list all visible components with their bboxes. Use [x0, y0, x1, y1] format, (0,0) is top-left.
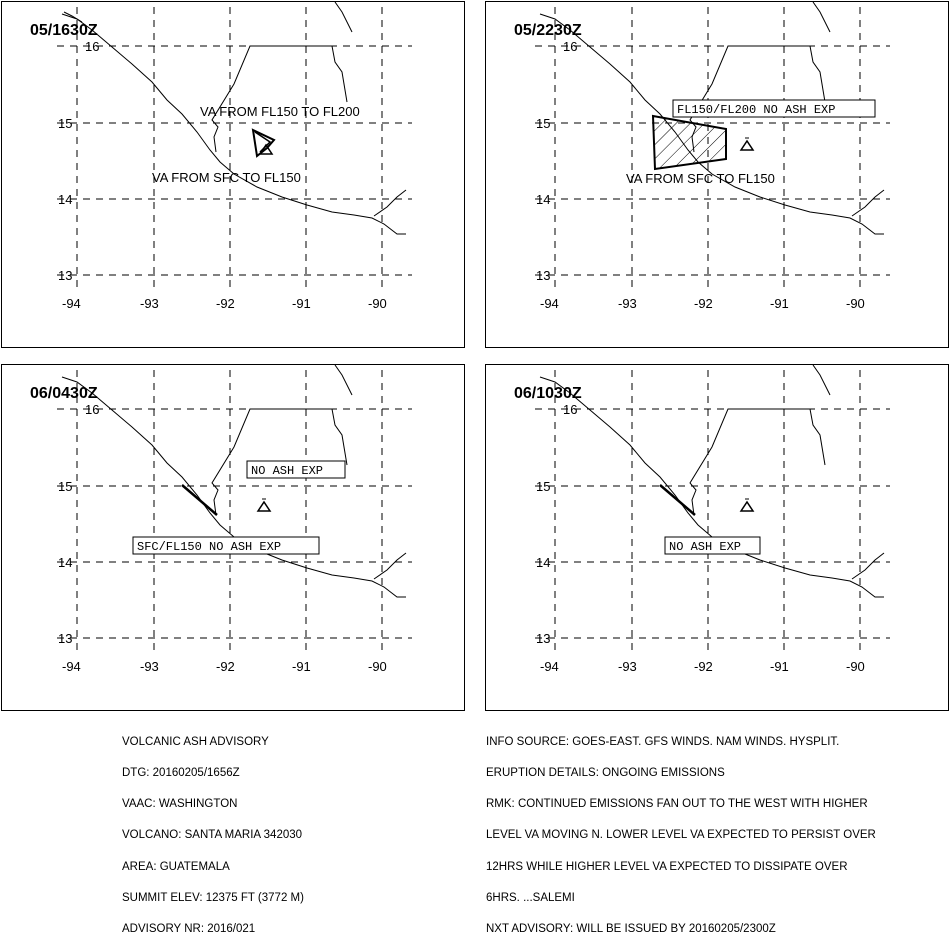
map-canvas-4 — [486, 365, 950, 712]
lat-label-13: 13 — [58, 631, 73, 646]
ash-annotation: FL150/FL200 NO ASH EXP — [677, 103, 836, 117]
lat-label-13: 13 — [58, 268, 73, 283]
lon-label-92: -92 — [694, 659, 713, 674]
advisory-line: LEVEL VA MOVING N. LOWER LEVEL VA EXPECTED TO PERSIST OVER — [486, 829, 876, 842]
volcano-icon — [741, 499, 753, 511]
ash-annotation: VA FROM SFC TO FL150 — [152, 170, 301, 185]
lon-label-94: -94 — [540, 296, 559, 311]
lat-label-14: 14 — [536, 555, 551, 570]
lat-label-16: 16 — [85, 39, 100, 54]
advisory-line: 12HRS WHILE HIGHER LEVEL VA EXPECTED TO DISSIPATE OVER — [486, 860, 848, 873]
lon-label-92: -92 — [216, 296, 235, 311]
advisory-line: ERUPTION DETAILS: ONGOING EMISSIONS — [486, 767, 725, 780]
advisory-line: DTG: 20160205/1656Z — [122, 767, 240, 780]
ash-annotation: VA FROM SFC TO FL150 — [626, 171, 775, 186]
advisory-line: NXT ADVISORY: WILL BE ISSUED BY 20160205/2300Z — [486, 923, 776, 936]
lat-label-15: 15 — [536, 479, 551, 494]
volcano-icon — [741, 138, 753, 150]
map-panel-2 — [485, 1, 949, 348]
advisory-line: ADVISORY NR: 2016/021 — [122, 923, 256, 936]
ash-annotation: NO ASH EXP — [669, 540, 742, 554]
map-panel-1 — [1, 1, 465, 348]
graticule — [57, 370, 412, 655]
lat-label-16: 16 — [563, 39, 578, 54]
lon-label-91: -91 — [292, 659, 311, 674]
advisory-line: SUMMIT ELEV: 12375 FT (3772 M) — [122, 891, 304, 904]
coastline — [540, 377, 884, 597]
lat-label-15: 15 — [58, 479, 73, 494]
panel-time-label: 05/2230Z — [514, 22, 582, 39]
lat-label-14: 14 — [536, 192, 551, 207]
volcano-icon — [258, 499, 270, 511]
advisory-line: VAAC: WASHINGTON — [122, 798, 238, 811]
lon-label-92: -92 — [216, 659, 235, 674]
coastline — [540, 14, 884, 234]
ash-cloud-polygon — [653, 116, 726, 169]
lon-label-93: -93 — [618, 659, 637, 674]
map-canvas-2 — [486, 2, 950, 349]
advisory-line: VOLCANO: SANTA MARIA 342030 — [122, 829, 303, 842]
lon-label-90: -90 — [846, 659, 865, 674]
advisory-line: RMK: CONTINUED EMISSIONS FAN OUT TO THE WEST WITH HIGHER — [486, 798, 868, 811]
map-canvas-3 — [2, 365, 466, 712]
lon-label-94: -94 — [62, 296, 81, 311]
advisory-details — [486, 716, 876, 945]
graticule — [57, 7, 412, 292]
lon-label-91: -91 — [770, 659, 789, 674]
lat-label-15: 15 — [536, 116, 551, 131]
panel-time-label: 06/0430Z — [30, 385, 98, 402]
map-panel-4 — [485, 364, 949, 711]
lon-label-93: -93 — [618, 296, 637, 311]
lon-label-92: -92 — [694, 296, 713, 311]
lon-label-91: -91 — [292, 296, 311, 311]
ash-annotation: NO ASH EXP — [251, 464, 324, 478]
panel-time-label: 05/1630Z — [30, 22, 98, 39]
ash-annotation: SFC/FL150 NO ASH EXP — [137, 540, 282, 554]
advisory-line: INFO SOURCE: GOES-EAST. GFS WINDS. NAM WINDS. HYSPLIT. — [486, 735, 840, 748]
graticule — [535, 370, 890, 655]
lon-label-90: -90 — [368, 659, 387, 674]
advisory-header — [122, 716, 304, 945]
lat-label-16: 16 — [85, 402, 100, 417]
lat-label-16: 16 — [563, 402, 578, 417]
lat-label-14: 14 — [58, 555, 73, 570]
ash-annotation: VA FROM FL150 TO FL200 — [200, 104, 360, 119]
lon-label-93: -93 — [140, 296, 159, 311]
coastline — [62, 377, 406, 597]
map-panel-3 — [1, 364, 465, 711]
lon-label-90: -90 — [368, 296, 387, 311]
map-canvas-1 — [2, 2, 466, 349]
lon-label-93: -93 — [140, 659, 159, 674]
lat-label-13: 13 — [536, 268, 551, 283]
advisory-line: AREA: GUATEMALA — [122, 860, 230, 873]
lon-label-94: -94 — [540, 659, 559, 674]
lat-label-14: 14 — [58, 192, 73, 207]
lat-label-13: 13 — [536, 631, 551, 646]
lon-label-91: -91 — [770, 296, 789, 311]
lat-label-15: 15 — [58, 116, 73, 131]
advisory-line: VOLCANIC ASH ADVISORY — [122, 735, 269, 748]
lon-label-94: -94 — [62, 659, 81, 674]
lon-label-90: -90 — [846, 296, 865, 311]
advisory-line: 6HRS. ...SALEMI — [486, 891, 575, 904]
panel-time-label: 06/1030Z — [514, 385, 582, 402]
